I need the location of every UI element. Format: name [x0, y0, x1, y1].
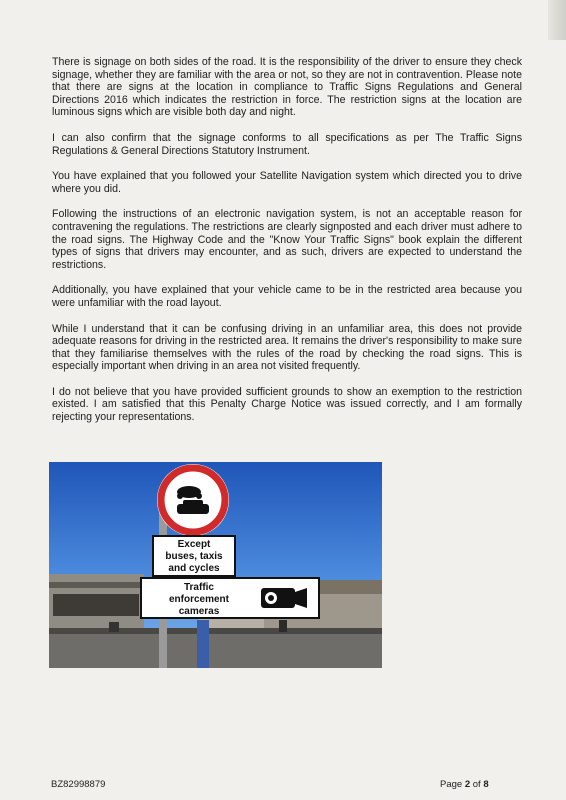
page-of: of — [472, 779, 481, 790]
traffic-enforcement-cameras-plate — [141, 578, 319, 618]
plate-2-line-2: enforcement — [168, 594, 230, 605]
roof-right — [311, 580, 382, 594]
plate-1-line-1: Except — [177, 539, 211, 550]
street-sign-photo — [49, 462, 382, 668]
plate-2-line-1: Traffic — [183, 582, 215, 593]
paragraph-satnav: You have explained that you followed your Satellite Navigation system which directed you to drive where you did. — [52, 170, 522, 195]
plate-2-line-3: cameras — [178, 606, 220, 617]
plate-1-line-3: and cycles — [168, 563, 220, 574]
page-edge — [548, 0, 566, 40]
pavement — [49, 628, 382, 634]
paragraph-unfamiliar: Additionally, you have explained that your vehicle came to be in the restricted area because you were unfamiliar with the road layout. — [52, 284, 522, 309]
page-label: Page — [440, 779, 463, 790]
plate-1-line-2: buses, taxis — [165, 551, 223, 562]
paragraph-specifications: I can also confirm that the signage conforms to all specifications as per The Traffic Signs Regulations & General Directions Statutory Instrument. — [52, 131, 522, 157]
paragraph-rejection: I do not believe that you have provided sufficient grounds to show an exemption to the restriction existed. I am satisfied that this Penalty Charge Notice was issued correctly, and I am formally rejecting your representations. — [52, 385, 522, 424]
bollard — [197, 620, 209, 668]
paragraph-navigation-reason: Following the instructions of an electronic navigation system, is not an acceptable reason for contravening the regulations. The restrictions are clearly signposted and each driver must adhere to the road signs. The Highway Code and the "Know Your Traffic Signs" book explain the different types of signs that drivers may encounter, and as such, drivers are expected to understand the restrictions. — [52, 208, 522, 271]
camera-icon — [261, 588, 307, 608]
page-total: 8 — [483, 779, 489, 790]
page-current: 2 — [464, 779, 471, 790]
road — [49, 632, 382, 668]
paragraph-responsibility: While I understand that it can be confusing driving in an unfamiliar area, this does not provide adequate reasons for driving in the restricted area. It remains the driver's responsibility to make sure that they familiarise themselves with the rules of the road by checking the road signs. This is especially important when driving in an area not visited frequently. — [52, 322, 522, 373]
paragraph-signage: There is signage on both sides of the road. It is the responsibility of the driver to ensure they check signage, whether they are familiar with the area or not, so they are not in contravention. Please note that there are signs at the location in compliance to Traffic Signs Regulations and General Directions 2016 which indicates the restriction in force. The restriction signs at the location are luminous signs which are visible both day and night. — [52, 56, 522, 119]
building-band — [49, 582, 144, 588]
photo-illustration — [49, 462, 382, 668]
except-buses-taxis-cycles-plate — [153, 536, 235, 576]
page-number — [440, 779, 489, 790]
pedestrian — [279, 620, 287, 632]
letter-body — [52, 56, 522, 437]
shopfront — [53, 594, 139, 616]
reference-number: BZ82998879 — [51, 779, 106, 790]
no-motor-vehicles-sign — [157, 464, 229, 536]
pedestrian — [109, 622, 119, 632]
